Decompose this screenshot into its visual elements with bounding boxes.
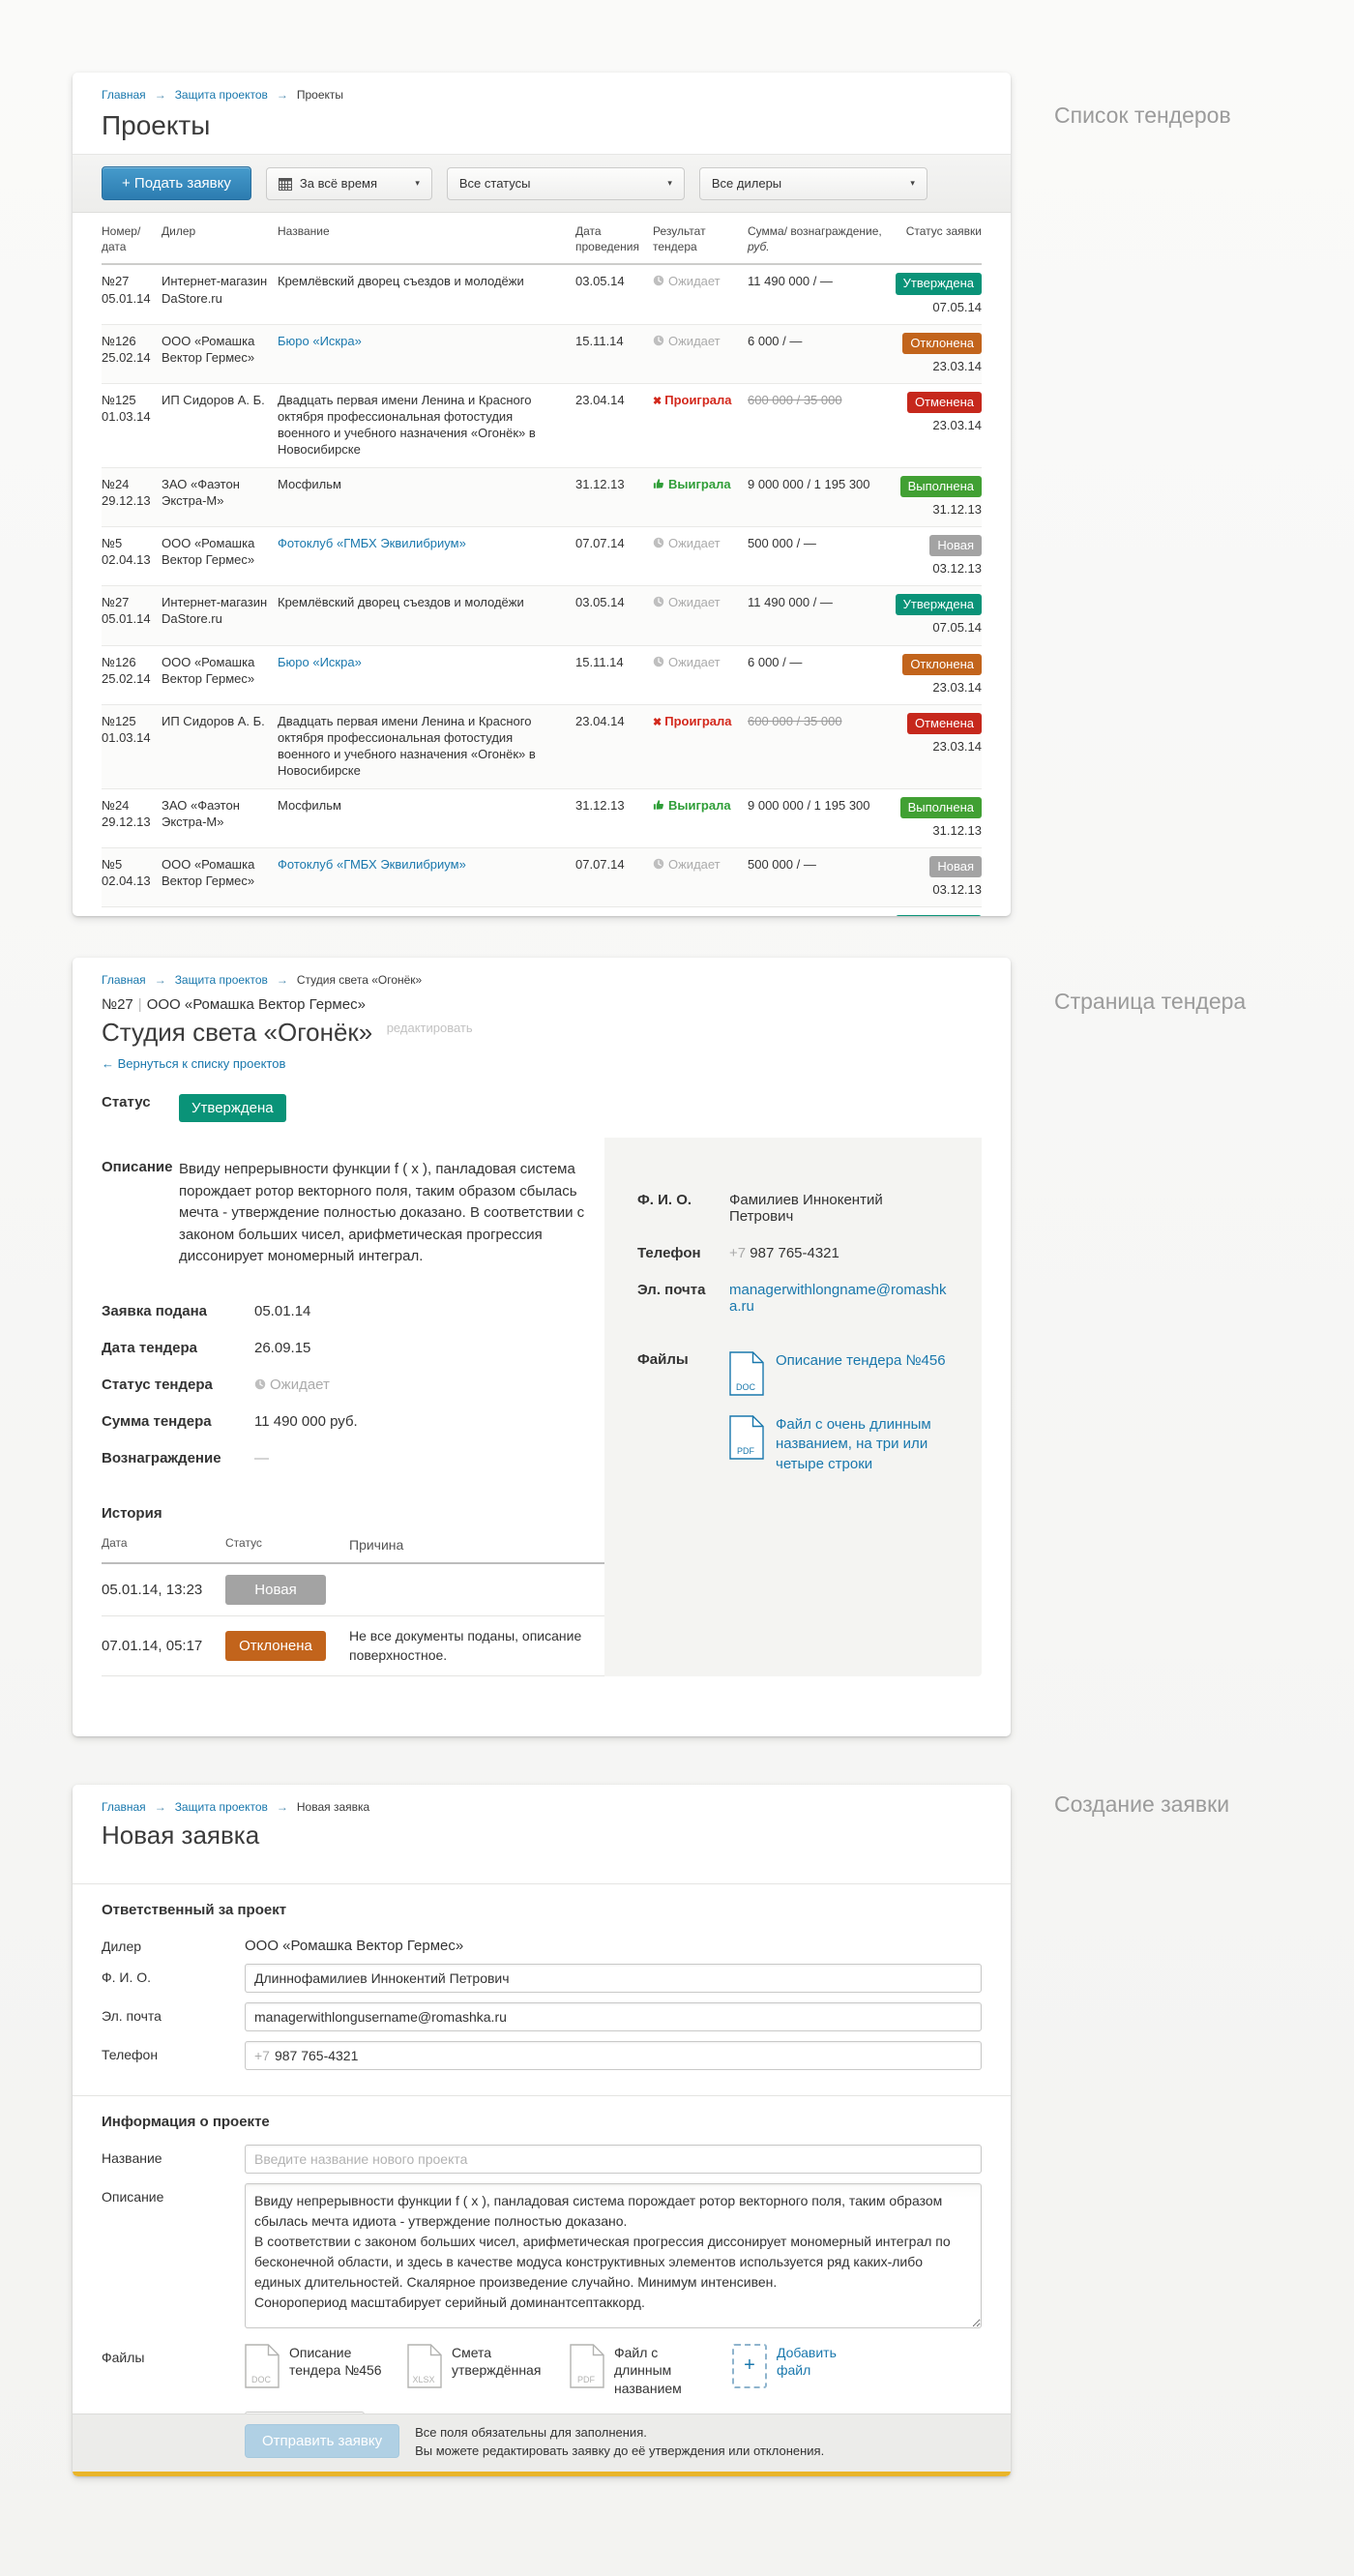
- row-tender-date: 03.05.14: [575, 595, 625, 610]
- cross-icon: ✖: [653, 396, 662, 407]
- annotation-create-request: Создание заявки: [1054, 1791, 1230, 1817]
- footer-note: Все поля обязательны для заполнения. Вы можете редактировать заявку до её утверждения или отклонения.: [415, 2425, 825, 2459]
- status-date: 23.03.14: [932, 358, 982, 373]
- new-request-panel: [73, 1785, 1011, 2476]
- tender-details: [102, 1094, 604, 1676]
- thumbs-up-icon: [653, 799, 664, 811]
- row-dealer: ИП Сидоров А. Б.: [162, 713, 265, 728]
- meta-separator: |: [137, 996, 142, 1013]
- row-dealer: [162, 915, 278, 916]
- file-icon: [407, 2344, 442, 2388]
- tender-status-value: Ожидает: [254, 1377, 330, 1393]
- tender-status-label: Статус тендера: [102, 1376, 213, 1393]
- row-result: Ожидает: [653, 654, 748, 696]
- clock-icon: [653, 656, 664, 667]
- breadcrumb: [102, 1800, 982, 1814]
- attached-file[interactable]: [407, 2344, 550, 2399]
- breadcrumb: [102, 88, 982, 102]
- row-sum: 600 000 / 35 000: [748, 393, 842, 407]
- row-sum: 11 490 000 / —: [748, 595, 833, 610]
- project-section-title: Информация о проекте: [102, 2113, 270, 2130]
- col-header-name: Название: [278, 224, 330, 238]
- row-tender-date: 07.07.14: [575, 535, 625, 550]
- row-dealer: ЗАО «Фаэтон Экстра-М»: [162, 797, 240, 829]
- table-row: [102, 907, 982, 916]
- row-result: ✖ Проиграла: [653, 713, 732, 728]
- row-tender-date: 07.07.14: [575, 856, 625, 872]
- status-date: 03.12.13: [932, 561, 982, 577]
- row-result: Ожидает: [653, 535, 748, 577]
- plus-icon: +: [732, 2344, 767, 2388]
- row-number: №125: [102, 393, 136, 407]
- chevron-down-icon: ▾: [667, 178, 672, 188]
- breadcrumb-link-section[interactable]: Защита проектов: [174, 88, 268, 102]
- history-status-badge: Отклонена: [225, 1631, 326, 1661]
- col-header-sum: Сумма/ вознаграждение, руб.: [748, 224, 882, 254]
- row-sum: 11 490 000 / —: [748, 274, 833, 289]
- phone-value: +7 987 765-4321: [729, 1245, 839, 1261]
- tender-files-list: [729, 1351, 949, 1494]
- period-filter-value: За всё время: [299, 176, 378, 191]
- row-sum: [748, 915, 885, 916]
- row-tender-date: 15.11.14: [575, 333, 624, 348]
- row-tender-date: 03.05.14: [575, 274, 625, 289]
- file-name: Смета утверждённая: [452, 2344, 542, 2379]
- status-badge: Утверждена: [179, 1094, 286, 1122]
- row-date: 25.02.14: [102, 349, 151, 365]
- arrow-right-icon: →: [154, 1800, 166, 1814]
- history-reason: Не все документы поданы, описание поверхностное.: [349, 1628, 582, 1663]
- project-name-link[interactable]: Бюро «Искра»: [278, 333, 362, 348]
- annotation-tender-page: Страница тендера: [1054, 989, 1247, 1014]
- history-col-status: Статус: [225, 1535, 262, 1550]
- breadcrumb-link-home[interactable]: Главная: [102, 973, 146, 987]
- row-date: 02.04.13: [102, 873, 151, 888]
- dealer-value: ООО «Ромашка Вектор Гермес»: [245, 1937, 464, 1954]
- svg-text:DOC: DOC: [736, 1382, 755, 1392]
- phone-label: Телефон: [102, 2046, 159, 2062]
- phone-label: Телефон: [637, 1245, 701, 1261]
- description-label: Описание: [102, 2188, 164, 2205]
- clock-icon: [254, 1378, 266, 1390]
- row-date: 02.04.13: [102, 552, 151, 568]
- tender-sum-label: Сумма тендера: [102, 1412, 212, 1430]
- row-sum: 9 000 000 / 1 195 300: [748, 476, 870, 491]
- dealer-label: Дилер: [102, 1938, 142, 1954]
- email-label: Эл. почта: [102, 2007, 162, 2024]
- history-title: История: [102, 1504, 162, 1522]
- phone-prefix: +7: [254, 2047, 270, 2063]
- col-header-number: Номер/ дата: [102, 224, 141, 254]
- row-dealer: ООО «Ромашка Вектор Гермес»: [162, 333, 255, 365]
- phone-field[interactable]: [245, 2041, 982, 2070]
- row-sum: 600 000 / 35 000: [748, 713, 842, 728]
- project-name-link[interactable]: Фотоклуб «ГМБХ Эквилибриум»: [278, 856, 466, 872]
- row-number: [102, 915, 162, 916]
- table-row: [102, 789, 982, 848]
- breadcrumb-link-home[interactable]: Главная: [102, 1800, 146, 1814]
- row-dealer: ООО «Ромашка Вектор Гермес»: [162, 535, 255, 568]
- arrow-right-icon: →: [154, 88, 166, 102]
- row-result: Ожидает: [653, 273, 748, 314]
- project-name: Кремлёвский дворец съездов и молодёжи: [278, 274, 524, 289]
- submit-request-button[interactable]: + Подать заявку: [102, 166, 251, 200]
- tender-panel: [73, 958, 1011, 1736]
- fio-label: Ф. И. О.: [102, 1969, 152, 1985]
- table-row: [102, 646, 982, 705]
- status-badge: Утверждена: [896, 594, 982, 615]
- fio-label: Ф. И. О.: [637, 1192, 692, 1208]
- back-to-list-link[interactable]: ← Вернуться к списку проектов: [102, 1056, 286, 1071]
- row-result: ✖ Проиграла: [653, 393, 732, 407]
- file-icon: [245, 2344, 280, 2388]
- col-header-dealer: Дилер: [162, 224, 196, 238]
- status-date: 07.05.14: [932, 620, 982, 636]
- row-tender-date: [575, 915, 653, 916]
- breadcrumb-link-section[interactable]: Защита проектов: [174, 1800, 268, 1814]
- breadcrumb-current: Студия света «Огонёк»: [296, 973, 423, 987]
- status-date: 23.03.14: [932, 679, 982, 695]
- table-row: [102, 848, 982, 907]
- row-result: Ожидает: [653, 594, 748, 636]
- page-title: Проекты: [102, 110, 211, 140]
- tender-title: Студия света «Огонёк»: [102, 1018, 373, 1047]
- file-name: Файл с очень длинным названием, на три или четыре строки: [776, 1416, 931, 1472]
- col-header-status: Статус заявки: [905, 224, 982, 238]
- row-number: №5: [102, 535, 123, 550]
- row-number: №27: [102, 595, 130, 610]
- file-icon: [570, 2344, 604, 2388]
- row-number: №24: [102, 476, 130, 491]
- row-number: №27: [102, 274, 130, 289]
- col-header-date: Дата проведения: [575, 224, 639, 254]
- breadcrumb-current: Новая заявка: [296, 1800, 370, 1814]
- svg-text:DOC: DOC: [251, 2374, 271, 2384]
- reward-label: Вознаграждение: [102, 1449, 221, 1466]
- row-number: №125: [102, 713, 136, 728]
- project-name: Двадцать первая имени Ленина и Красного октября профессиональная фотостудия военного и учебного назначения «Огонёк» в Новосибирске: [278, 713, 536, 779]
- add-file-button[interactable]: + Добавить файл: [732, 2344, 846, 2388]
- col-header-result: Результат тендера: [653, 224, 706, 254]
- submitted-label: Заявка подана: [102, 1302, 208, 1319]
- cross-icon: ✖: [653, 716, 662, 728]
- chevron-down-icon: ▾: [415, 178, 420, 188]
- status-badge: Утверждена: [896, 273, 982, 294]
- project-name-label: Название: [102, 2149, 162, 2166]
- submitted-value: 05.01.14: [254, 1302, 311, 1319]
- row-number: №126: [102, 654, 136, 669]
- email-link[interactable]: managerwithlongname@romashka.ru: [729, 1282, 947, 1315]
- toolbar: [73, 154, 1011, 213]
- status-filter-value: Все статусы: [458, 176, 531, 191]
- history-section: [102, 1505, 624, 1677]
- status-filter-dropdown[interactable]: [447, 167, 685, 200]
- file-link[interactable]: [729, 1351, 949, 1396]
- tender-date-value: 26.09.15: [254, 1339, 311, 1356]
- svg-text:PDF: PDF: [737, 1446, 754, 1456]
- row-number: №126: [102, 333, 136, 348]
- attached-file[interactable]: [245, 2344, 388, 2399]
- row-number: №5: [102, 856, 123, 872]
- responsible-section: [73, 1884, 1011, 2086]
- tender-meta: [102, 996, 982, 1013]
- status-badge: Выполнена: [900, 797, 982, 818]
- form-footer: [73, 2413, 1011, 2472]
- footer-accent-bar: [73, 2472, 1011, 2476]
- arrow-right-icon: →: [154, 973, 166, 987]
- status-badge: Выполнена: [900, 476, 982, 497]
- fio-field[interactable]: [245, 1964, 982, 1993]
- clock-icon: [653, 537, 664, 548]
- tender-sum-value: 11 490 000 руб.: [254, 1412, 358, 1430]
- status-date: 23.03.14: [932, 418, 982, 433]
- table-row: [102, 586, 982, 645]
- reward-value: —: [254, 1449, 269, 1466]
- row-dealer: Интернет-магазин DaStore.ru: [162, 274, 268, 306]
- row-date: 29.12.13: [102, 814, 151, 829]
- responsible-section-title: Ответственный за проект: [102, 1901, 287, 1918]
- row-date: 05.01.14: [102, 611, 151, 627]
- row-result: Выиграла: [653, 797, 748, 839]
- table-row: [102, 325, 982, 384]
- edit-link[interactable]: редактировать: [386, 1021, 473, 1035]
- phone-value: 987 765-4321: [274, 2047, 359, 2063]
- breadcrumb: [102, 973, 982, 987]
- table-header-row: [102, 213, 982, 265]
- status-badge: Отменена: [907, 392, 982, 413]
- status-badge: Отклонена: [902, 333, 982, 354]
- tender-description: Ввиду непрерывности функции f ( x ), панладовая система порождает ротор векторного поля, таким образом сбылась мечта - утверждение полностью доказано. В соответствии с законом больших чисел, арифметическая прогрессия диссонирует мономерный интеграл.: [179, 1161, 585, 1264]
- file-icon: [729, 1351, 764, 1396]
- dealer-filter-value: Все дилеры: [711, 176, 782, 191]
- svg-text:PDF: PDF: [577, 2374, 595, 2384]
- status-badge: Отменена: [907, 713, 982, 734]
- period-filter-dropdown[interactable]: [266, 167, 432, 200]
- files-label: Файлы: [637, 1351, 689, 1368]
- row-date: 05.01.14: [102, 290, 151, 306]
- row-sum: 6 000 / —: [748, 654, 803, 669]
- clock-icon: [653, 596, 664, 607]
- file-link[interactable]: [729, 1415, 949, 1474]
- email-field[interactable]: [245, 2002, 982, 2031]
- history-date: 05.01.14, 13:23: [102, 1582, 203, 1599]
- row-sum: 500 000 / —: [748, 535, 816, 550]
- annotation-tender-list: Список тендеров: [1054, 103, 1231, 128]
- row-result: [653, 915, 748, 916]
- history-row: [102, 1616, 624, 1676]
- history-header-row: [102, 1529, 624, 1565]
- status-date: 31.12.13: [932, 501, 982, 517]
- project-name-link[interactable]: Фотоклуб «ГМБХ Эквилибриум»: [278, 535, 466, 550]
- row-dealer: ООО «Ромашка Вектор Гермес»: [162, 856, 255, 888]
- project-name: Мосфильм: [278, 476, 341, 491]
- status-badge: Отклонена: [902, 654, 982, 675]
- file-icon: [729, 1415, 764, 1460]
- attached-file[interactable]: [570, 2344, 713, 2399]
- arrow-right-icon: →: [276, 1800, 288, 1814]
- status-badge: Новая: [929, 856, 982, 877]
- status-badge: [896, 915, 982, 916]
- tender-number: №27: [102, 996, 133, 1013]
- row-dealer: ООО «Ромашка Вектор Гермес»: [162, 654, 255, 686]
- tender-dealer: ООО «Ромашка Вектор Гермес»: [146, 996, 366, 1013]
- projects-table-body: [102, 265, 982, 916]
- status-badge: Новая: [929, 535, 982, 556]
- status-date: 03.12.13: [932, 881, 982, 897]
- contact-box: [604, 1138, 982, 1676]
- email-label: Эл. почта: [637, 1282, 706, 1298]
- status-date: 23.03.14: [932, 739, 982, 755]
- chevron-down-icon: ▾: [910, 178, 915, 188]
- fio-value: Фамилиев Иннокентий Петрович: [729, 1192, 883, 1225]
- table-row: [102, 527, 982, 586]
- breadcrumb-current: Проекты: [296, 88, 344, 102]
- row-sum: 9 000 000 / 1 195 300: [748, 797, 870, 813]
- description-textarea[interactable]: [245, 2183, 982, 2328]
- calendar-icon: [279, 177, 292, 191]
- row-date: 01.03.14: [102, 409, 151, 425]
- history-col-reason: Причина: [349, 1536, 404, 1553]
- clock-icon: [653, 858, 664, 870]
- project-name: Мосфильм: [278, 797, 341, 813]
- description-label: Описание: [102, 1159, 173, 1175]
- status-date: 31.12.13: [932, 822, 982, 838]
- table-row: [102, 265, 982, 324]
- send-request-button[interactable]: Отправить заявку: [245, 2424, 399, 2458]
- page-title: Новая заявка: [102, 1821, 260, 1850]
- status-label: Статус: [102, 1094, 151, 1110]
- row-tender-date: 31.12.13: [575, 797, 625, 813]
- row-tender-date: 23.04.14: [575, 713, 625, 728]
- files-label: Файлы: [102, 2349, 145, 2365]
- file-name: Описание тендера №456: [289, 2344, 382, 2379]
- clock-icon: [653, 275, 664, 286]
- table-row: [102, 384, 982, 468]
- projects-table: [102, 213, 982, 916]
- project-name-link[interactable]: Бюро «Искра»: [278, 654, 362, 669]
- history-body: [102, 1564, 624, 1676]
- row-dealer: ЗАО «Фаэтон Экстра-М»: [162, 476, 240, 508]
- tender-date-label: Дата тендера: [102, 1339, 198, 1356]
- history-col-date: Дата: [102, 1535, 128, 1550]
- row-result: Ожидает: [653, 856, 748, 898]
- history-status-badge: Новая: [225, 1575, 326, 1605]
- thumbs-up-icon: [653, 478, 664, 489]
- project-name: Кремлёвский дворец съездов и молодёжи: [278, 595, 524, 610]
- file-name: Описание тендера №456: [776, 1352, 946, 1369]
- table-row: [102, 705, 982, 789]
- arrow-right-icon: →: [276, 973, 288, 987]
- file-name: Файл с длинным названием: [614, 2344, 682, 2397]
- row-date: 29.12.13: [102, 492, 151, 508]
- row-date: 25.02.14: [102, 670, 151, 686]
- breadcrumb-link-section[interactable]: Защита проектов: [174, 973, 268, 987]
- table-row: [102, 468, 982, 527]
- row-result: Выиграла: [653, 476, 748, 518]
- row-tender-date: 31.12.13: [575, 476, 625, 491]
- clock-icon: [653, 335, 664, 346]
- status-date: 07.05.14: [932, 299, 982, 314]
- arrow-right-icon: →: [276, 88, 288, 102]
- row-tender-date: 15.11.14: [575, 654, 624, 669]
- projects-panel: [73, 73, 1011, 916]
- project-name: Двадцать первая имени Ленина и Красного октября профессиональная фотостудия военного и учебного назначения «Огонёк» в Новосибирске: [278, 393, 536, 458]
- project-name-input[interactable]: [245, 2145, 982, 2174]
- row-sum: 500 000 / —: [748, 856, 816, 872]
- row-result: Ожидает: [653, 333, 748, 374]
- history-row: [102, 1564, 624, 1616]
- svg-text:XLSX: XLSX: [412, 2374, 435, 2384]
- row-dealer: ИП Сидоров А. Б.: [162, 393, 265, 407]
- row-tender-date: 23.04.14: [575, 393, 625, 407]
- dealer-filter-dropdown[interactable]: [699, 167, 927, 200]
- row-number: №24: [102, 797, 130, 813]
- history-date: 07.01.14, 05:17: [102, 1638, 203, 1655]
- breadcrumb-link-home[interactable]: Главная: [102, 88, 146, 102]
- row-sum: 6 000 / —: [748, 333, 803, 348]
- form-files-list: [245, 2344, 713, 2399]
- row-dealer: Интернет-магазин DaStore.ru: [162, 595, 268, 627]
- row-date: 01.03.14: [102, 730, 151, 746]
